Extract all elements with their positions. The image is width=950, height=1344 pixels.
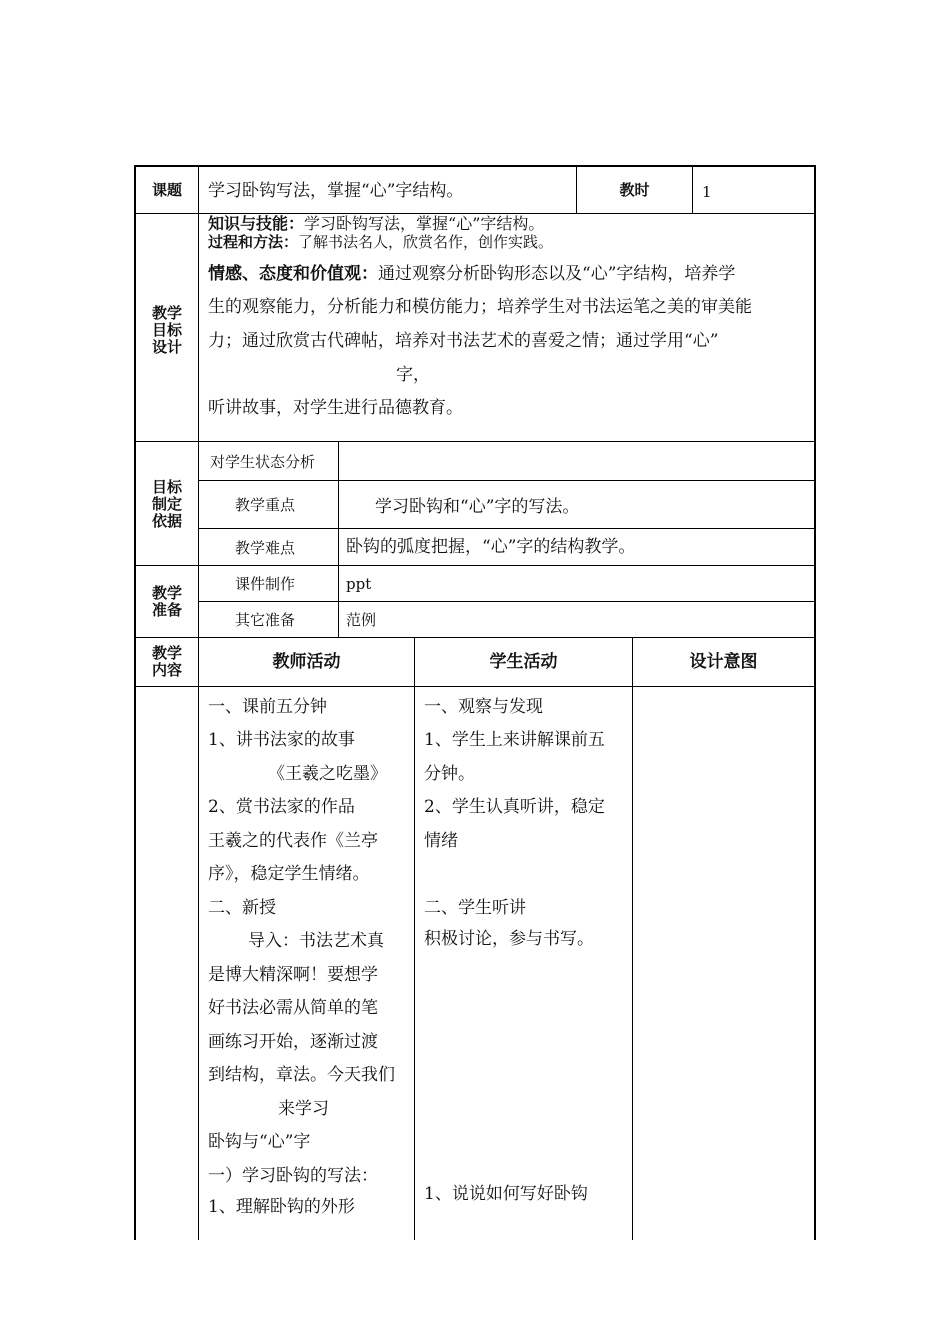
student-column-header: 学生活动 [489,652,558,672]
teacher-column-header: 教师活动 [272,652,341,672]
prep-label: 教学准备 [151,584,182,619]
student-line: 2、学生认真听讲，稳定 [424,797,605,817]
basis-row-value: 学习卧钩和“心”字的写法。 [375,497,580,517]
prep-row-value: ppt [346,575,372,593]
teacher-line: 1、理解卧钩的外形 [208,1197,355,1217]
teacher-line: 王羲之的代表作《兰亭 [208,831,378,851]
topic-value: 学习卧钩写法，掌握“心”字结构。 [208,181,464,201]
hours-label: 教时 [619,181,650,199]
teacher-line: 卧钩与“心”字 [208,1132,311,1152]
teacher-line: 1、讲书法家的故事 [208,730,355,750]
process-line [208,234,553,251]
goals-label: 教学目标设计 [151,304,182,356]
teacher-line: 来学习 [278,1099,329,1119]
process-label: 过程和方法： [208,233,299,251]
content-label: 教学内容 [151,644,182,679]
knowledge-label: 知识与技能： [208,214,305,233]
knowledge-text: 学习卧钩写法，掌握“心”字结构。 [304,214,545,233]
student-line: 二、学生听讲 [424,898,526,918]
basis-label: 目标制定依据 [151,478,182,530]
teacher-line: 是博大精深啊！要想学 [208,965,378,985]
basis-row-label: 对学生状态分析 [210,453,316,471]
prep-row-label: 课件制作 [235,575,296,593]
basis-row-value: 卧钩的弧度把握，“心”字的结构教学。 [346,537,636,557]
teacher-line: 一）学习卧钩的写法： [208,1166,378,1186]
student-line: 1、说说如何写好卧钩 [424,1184,588,1204]
emotion-line-2: 生的观察能力，分析能力和模仿能力；培养学生对书法运笔之美的审美能 [208,297,752,317]
student-line: 1、学生上来讲解课前五 [424,730,605,750]
teacher-line: 到结构，章法。今天我们 [208,1065,395,1085]
student-line: 分钟。 [424,764,475,784]
teacher-line: 序》，稳定学生情绪。 [208,864,370,884]
basis-row-label: 教学难点 [235,539,296,557]
emotion-line-4: 字， [396,365,430,385]
student-line: 情绪 [424,831,458,851]
hours-value: 1 [702,183,712,201]
prep-row-value: 范例 [346,611,377,629]
teacher-line: 一、课前五分钟 [208,697,327,717]
topic-label: 课题 [151,181,182,199]
teacher-line: 二、新授 [208,898,276,918]
teacher-line: 导入：书法艺术真 [248,931,384,951]
basis-row-label: 教学重点 [235,496,296,514]
teacher-line: 2、赏书法家的作品 [208,797,355,817]
emotion-label: 情感、态度和价值观： [208,264,378,284]
teacher-line: 画练习开始，逐渐过渡 [208,1032,378,1052]
prep-row-label: 其它准备 [235,611,296,629]
process-text: 了解书法名人，欣赏名作，创作实践。 [298,233,554,251]
emotion-line-5: 听讲故事，对学生进行品德教育。 [208,398,463,418]
knowledge-line [208,215,544,233]
intent-column-header: 设计意图 [689,652,758,672]
emotion-line-3: 力；通过欣赏古代碑帖，培养对书法艺术的喜爱之情；通过学用“心” [208,331,719,351]
student-line: 积极讨论，参与书写。 [424,929,594,949]
emotion-line-1: 情感、态度和价值观：通过观察分析卧钩形态以及“心”字结构，培养学 [208,264,736,284]
teacher-line: 《王羲之吃墨》 [268,764,387,784]
student-line: 一、观察与发现 [424,697,543,717]
teacher-line: 好书法必需从简单的笔 [208,998,378,1018]
